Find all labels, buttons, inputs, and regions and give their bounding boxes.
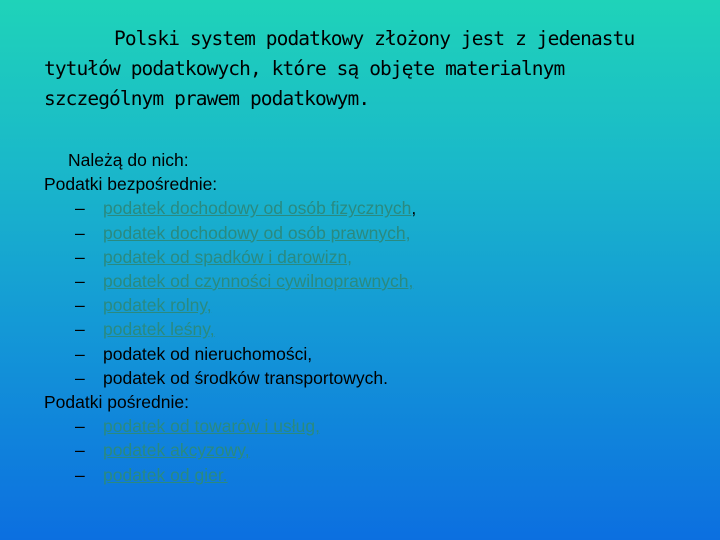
tax-link[interactable]: podatek od czynności cywilnoprawnych, — [103, 271, 414, 292]
intro-line-1: Polski system podatkowy złożony jest z jedenastu — [114, 27, 635, 50]
tax-link[interactable]: podatek od gier. — [103, 464, 228, 485]
list-item: – podatek od nieruchomości, — [75, 343, 313, 364]
intro-line-3: szczególnym prawem podatkowym. — [44, 87, 370, 110]
list-item: – podatek od gier. — [75, 464, 228, 485]
list-item: – podatek akcyzowy, — [75, 440, 250, 461]
list-item: – podatek od spadków i darowizn, — [75, 246, 353, 267]
list-item: – podatek od czynności cywilnoprawnych, — [75, 271, 414, 292]
tax-text: podatek od nieruchomości, — [103, 343, 313, 364]
list-item: – podatek od środków transportowych. — [75, 367, 389, 388]
intro-paragraph — [44, 24, 704, 114]
tax-link[interactable]: podatek rolny, — [103, 295, 212, 316]
tax-link[interactable]: podatek akcyzowy, — [103, 440, 250, 461]
indirect-taxes-heading: Podatki pośrednie: — [44, 392, 189, 413]
tax-link[interactable]: podatek od towarów i usług, — [103, 416, 320, 437]
list-item: – podatek od towarów i usług, — [75, 416, 320, 437]
list-item: – podatek dochodowy od osób fizycznych, — [75, 198, 417, 219]
tax-link[interactable]: podatek dochodowy od osób prawnych, — [103, 222, 411, 243]
list-item: – podatek rolny, — [75, 295, 212, 316]
tax-link[interactable]: podatek leśny, — [103, 319, 215, 340]
list-item: – podatek dochodowy od osób prawnych, — [75, 222, 411, 243]
lead-text: Należą do nich: — [68, 150, 189, 170]
tax-list — [44, 148, 704, 487]
direct-taxes-heading: Podatki bezpośrednie: — [44, 174, 218, 195]
tax-text: podatek od środków transportowych. — [103, 367, 389, 388]
tax-link[interactable]: podatek dochodowy od osób fizycznych — [103, 198, 412, 219]
tax-link[interactable]: podatek od spadków i darowizn, — [103, 246, 353, 267]
intro-line-2: tytułów podatkowych, które są objęte materialnym — [44, 57, 565, 80]
list-item: – podatek leśny, — [75, 319, 215, 340]
